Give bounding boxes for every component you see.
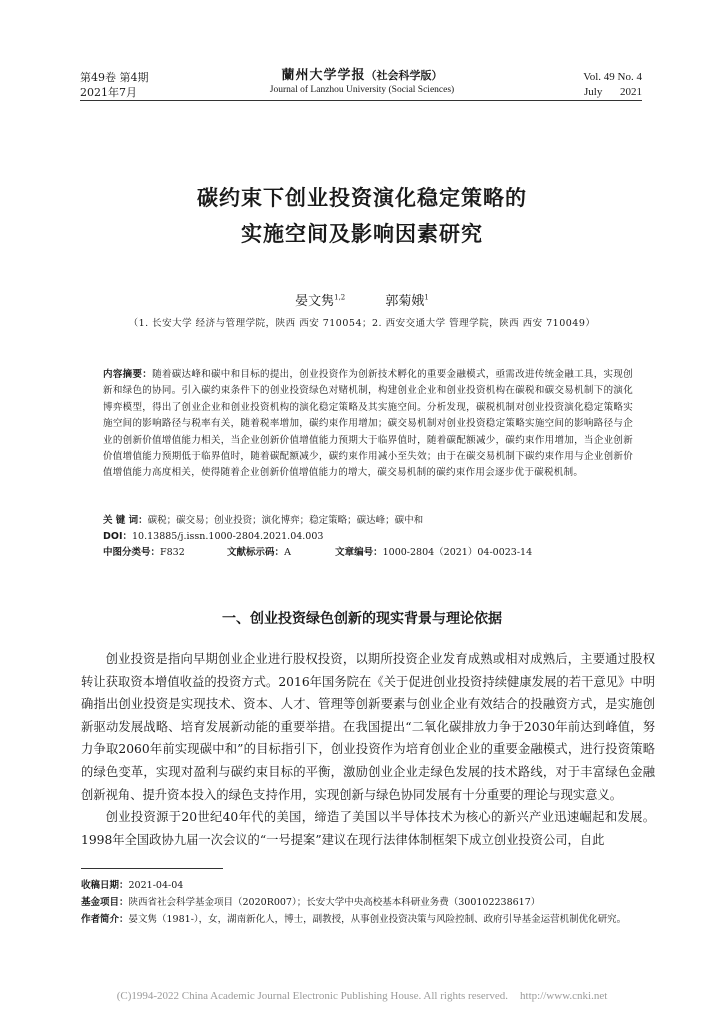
volume-issue-cn: 第49卷 第4期: [80, 71, 149, 84]
footnotes: [81, 877, 661, 928]
body-text: [81, 648, 655, 851]
date-en: [584, 85, 642, 100]
journal-name-cn: 蘭州大学学报: [281, 68, 366, 83]
classification-row: [103, 545, 643, 560]
year-en: 2021: [620, 86, 642, 98]
keywords-text: 碳税；碳交易；创业投资；演化博弈；稳定策略；碳达峰；碳中和: [147, 515, 424, 526]
keywords-row: [103, 513, 643, 528]
author-list: [0, 290, 724, 309]
affiliations: （1. 长安大学 经济与管理学院，陕西 西安 710054；2. 西安交通大学 管理学院，陕西 西安 710049）: [128, 318, 596, 329]
clc-label: 中图分类号：: [103, 547, 161, 558]
author-bio-label: 作者简介：: [81, 914, 129, 925]
section-heading: 一、创业投资绿色创新的现实背景与理论依据: [222, 611, 502, 627]
author-affiliation-mark: 1,2: [334, 293, 346, 302]
abstract-label: 内容摘要：: [103, 369, 153, 380]
title-line-2: 实施空间及影响因素研究: [241, 221, 483, 246]
author-bio: [81, 911, 661, 928]
fund-value: 陕西省社会科学基金项目（2020R007）；长安大学中央高校基本科研业务费（300102238617）: [128, 897, 541, 908]
date-cn: 2021年7月: [80, 86, 137, 99]
cnki-url: http://www.cnki.net: [520, 990, 608, 1002]
keywords-label: 关 键 词：: [103, 515, 148, 526]
article-number-value: 1000-2804（2021）04-0023-14: [382, 547, 533, 558]
article-title: [0, 180, 724, 252]
abstract-text: 随着碳达峰和碳中和目标的提出，创业投资作为创新技术孵化的重要金融模式，亟需改进传统金融工具，实现创新和绿色的协同。引入碳约束条件下的创业投资绿色对赌机制，构建创业企业和创业投资机构在碳税和碳交易机制下的演化博弈模型，得出了创业企业和创业投资机构的演化稳定策略及其实施空间。分析发现，碳税机制对创业投资演化稳定策略实施空间的影响路径与税率有关，随着税率增加，碳约束作用增加；碳交易机制对创业投资稳定策略实施空间的影响路径与企业的创新价值增值能力相关，当企业创新价值增值能力预期大于临界值时，随着碳配额减少，碳约束作用增加，当企业创新价值增值能力预期低于临界值时，随着碳配额减少，碳约束作用减小至失效；由于在碳交易机制下碳约束作用与企业创新价值增值能力高度相关，使得随着企业创新价值增值能力的增大，碳交易机制的碳约束作用会逐步优于碳税机制。: [103, 369, 633, 479]
month-en: July: [584, 86, 603, 98]
body-paragraph: 创业投资是指向早期创业企业进行股权投资，以期所投资企业发育成熟或相对成熟后，主要通过股权转让获取资本增值收益的投资方式。2016年国务院在《关于促进创业投资持续健康发展的若干意见》中明确指出创业投资是实现技术、资本、人才、管理等创新要素与创业企业有效结合的投融资方式，是实施创新驱动发展战略、培育发展新动能的重要举措。在我国提出“二氧化碳排放力争于2030年前达到峰值，努力争取2060年前实现碳中和”的目标指引下，创业投资作为培育创业企业的重要金融模式，进行投资策略的绿色变革，实现对盈利与碳约束目标的平衡，激励创业企业走绿色发展的技术路线，对于丰富绿色金融创新视角、提升资本投入的绿色支持作用，实现创新与绿色协同发展有十分重要的理论与现实意义。: [81, 652, 655, 802]
author-affiliation-mark: 1: [424, 293, 429, 302]
author: 晏文隽$^{1,2}$: [295, 293, 346, 309]
article-number-label: 文章编号：: [335, 547, 383, 558]
doc-code-value: A: [284, 547, 291, 558]
journal-title-en: Journal of Lanzhou University (Social Sciences): [269, 85, 455, 95]
author-bio-value: 晏文隽（1981-），女，湖南新化人，博士，副教授，从事创业投资决策与风险控制、政府引导基金运营机制优化研究。: [128, 914, 627, 925]
clc-value: F832: [160, 547, 185, 558]
author: 郭菊娥$^1$: [385, 293, 429, 309]
doc-code-label: 文献标示码：: [227, 547, 285, 558]
received-date: [81, 877, 661, 894]
doi-text: 10.13885/j.issn.1000-2804.2021.04.003: [132, 531, 324, 542]
doi-label: DOI：: [103, 531, 132, 542]
received-value: 2021-04-04: [128, 880, 184, 891]
volume-issue-en: Vol. 49 No. 4: [583, 71, 642, 83]
fund-info: [81, 894, 661, 911]
title-line-1: 碳约束下创业投资演化稳定策略的: [197, 185, 527, 210]
body-paragraph: 创业投资源于20世纪40年代的美国，缔造了美国以半导体技术为核心的新兴产业迅速崛起和发展。1998年全国政协九届一次会议的“一号提案”建议在现行法律体制框架下成立创业投资公司，自此: [81, 810, 655, 847]
journal-subtitle-cn: （社会科学版）: [365, 69, 443, 82]
header-right: [583, 70, 642, 100]
header-divider: [80, 100, 642, 101]
fund-label: 基金项目：: [81, 897, 129, 908]
footnote-divider: [81, 868, 223, 869]
received-label: 收稿日期：: [81, 880, 129, 891]
doi-row: [103, 529, 643, 544]
abstract-block: [103, 367, 633, 482]
cnki-watermark: [0, 990, 724, 1002]
copyright-text: (C)1994-2022 China Academic Journal Electronic Publishing House. All rights reserved.: [116, 990, 509, 1002]
